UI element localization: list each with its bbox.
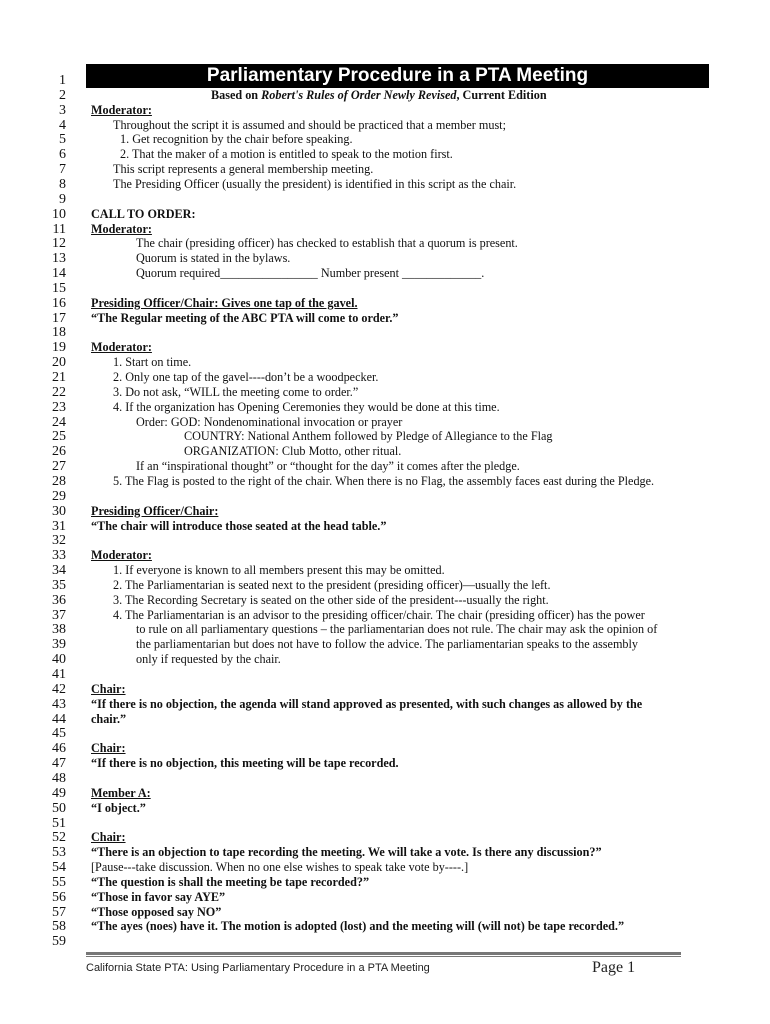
text-line bbox=[0, 296, 770, 311]
line-number: 43 bbox=[52, 696, 66, 712]
text-line bbox=[0, 830, 770, 845]
line-number: 30 bbox=[52, 503, 66, 519]
line-number: 40 bbox=[52, 652, 66, 668]
line-text: 2. Only one tap of the gavel----don’t be a woodpecker. bbox=[113, 370, 379, 384]
text-line bbox=[0, 266, 770, 281]
line-text: 2. That the maker of a motion is entitled to speak to the motion first. bbox=[120, 147, 453, 162]
line-text: If an “inspirational thought” or “thought for the day” it comes after the pledge. bbox=[136, 459, 520, 474]
line-number: 49 bbox=[52, 785, 66, 801]
line-number: 37 bbox=[52, 607, 66, 623]
line-number: 21 bbox=[52, 370, 66, 385]
text-line bbox=[0, 548, 770, 563]
text-line bbox=[0, 905, 770, 920]
line-number: 39 bbox=[52, 637, 66, 653]
line-text: “The Regular meeting of the ABC PTA will come to order.” bbox=[91, 310, 399, 325]
text-line bbox=[0, 563, 770, 578]
line-number: 31 bbox=[52, 518, 66, 534]
line-number: 57 bbox=[52, 904, 66, 920]
line-number: 53 bbox=[52, 845, 66, 861]
section-heading: Member A: bbox=[91, 785, 151, 800]
footer-text: California State PTA: Using Parliamentary Procedure in a PTA Meeting bbox=[86, 962, 430, 974]
line-text: COUNTRY: National Anthem followed by Pledge of Allegiance to the Flag bbox=[184, 429, 553, 444]
section-heading: Moderator: bbox=[91, 548, 152, 563]
text-line bbox=[0, 385, 770, 400]
line-number: 9 bbox=[59, 191, 66, 207]
line-text: 1. If everyone is known to all members present this may be omitted. bbox=[113, 563, 445, 578]
text-line bbox=[0, 786, 770, 801]
line-number: 19 bbox=[52, 340, 66, 356]
line-text: CALL TO ORDER: bbox=[91, 206, 196, 221]
text-line bbox=[0, 771, 770, 786]
text-line bbox=[0, 741, 770, 756]
text-line bbox=[0, 429, 770, 444]
text-line bbox=[0, 281, 770, 296]
line-number: 5 bbox=[59, 132, 66, 148]
text-line bbox=[0, 103, 770, 118]
text-line bbox=[0, 355, 770, 370]
text-line bbox=[0, 459, 770, 474]
line-number: 15 bbox=[52, 280, 66, 296]
line-number: 34 bbox=[52, 563, 66, 579]
line-text: [Pause---take discussion. When no one else wishes to speak take vote by----.] bbox=[91, 860, 469, 875]
line-number: 1 bbox=[59, 73, 66, 88]
line-text: 3. The Recording Secretary is seated on the other side of the president---usually the right. bbox=[113, 592, 549, 607]
line-number: 29 bbox=[52, 488, 66, 504]
text-line bbox=[0, 489, 770, 504]
line-number: 8 bbox=[59, 176, 66, 192]
line-number: 25 bbox=[52, 429, 66, 445]
line-text: the parliamentarian but does not have to follow the advice. The parliamentarian speaks to the assembly bbox=[136, 637, 639, 652]
text-line bbox=[0, 444, 770, 459]
subtitle-part: Robert's Rules of Order Newly Revised bbox=[261, 87, 457, 102]
line-text: Quorum is stated in the bylaws. bbox=[136, 251, 291, 266]
line-number: 42 bbox=[52, 681, 66, 697]
line-number: 41 bbox=[52, 667, 66, 682]
line-number: 32 bbox=[52, 533, 66, 549]
line-number: 11 bbox=[52, 221, 66, 237]
text-line bbox=[0, 919, 770, 934]
line-text: 5. The Flag is posted to the right of the chair. When there is no Flag, the assembly faces east during the Pledge. bbox=[113, 473, 655, 488]
line-text: 3. Do not ask, “WILL the meeting come to order.” bbox=[113, 384, 359, 399]
line-text: 1. Start on time. bbox=[113, 355, 192, 370]
text-line bbox=[0, 118, 770, 133]
line-text: only if requested by the chair. bbox=[136, 652, 281, 667]
line-number: 38 bbox=[52, 622, 66, 638]
line-text: The chair (presiding officer) has checked to establish that a quorum is present. bbox=[136, 236, 518, 251]
line-number: 10 bbox=[52, 206, 66, 222]
text-line bbox=[0, 147, 770, 162]
line-text: The Presiding Officer (usually the president) is identified in this script as the chair. bbox=[113, 176, 517, 191]
line-text: “The ayes (noes) have it. The motion is adopted (lost) and the meeting will (will not) be tape recorded.” bbox=[91, 919, 625, 934]
line-number: 59 bbox=[52, 934, 66, 950]
text-line bbox=[0, 88, 770, 103]
line-number: 45 bbox=[52, 726, 66, 742]
line-text: 4. If the organization has Opening Ceremonies they would be done at this time. bbox=[113, 399, 500, 414]
line-number: 52 bbox=[52, 830, 66, 846]
section-heading: Moderator: bbox=[91, 340, 152, 355]
text-line bbox=[0, 875, 770, 890]
line-number: 46 bbox=[52, 741, 66, 757]
line-number: 23 bbox=[52, 399, 66, 415]
text-line bbox=[0, 845, 770, 860]
text-line bbox=[0, 667, 770, 682]
section-heading: Chair: bbox=[91, 830, 126, 845]
line-text: Throughout the script it is assumed and should be practiced that a member must; bbox=[113, 117, 506, 132]
line-number: 33 bbox=[52, 548, 66, 564]
line-number: 4 bbox=[59, 117, 66, 133]
text-line bbox=[0, 637, 770, 652]
line-number: 44 bbox=[52, 711, 66, 727]
line-text: “I object.” bbox=[91, 800, 146, 815]
line-text: “There is an objection to tape recording the meeting. We will take a vote. Is there any discussion?” bbox=[91, 845, 602, 860]
section-heading: Chair: bbox=[91, 681, 126, 696]
text-line bbox=[0, 236, 770, 251]
footer-rule bbox=[86, 952, 681, 955]
text-line bbox=[0, 73, 770, 88]
text-line bbox=[0, 652, 770, 667]
text-line bbox=[0, 608, 770, 623]
text-line bbox=[0, 593, 770, 608]
text-line bbox=[0, 415, 770, 430]
text-line bbox=[0, 622, 770, 637]
text-line bbox=[0, 533, 770, 548]
line-text: “If there is no objection, the agenda will stand approved as presented, with such changes as allowed by the bbox=[91, 696, 643, 711]
line-text: This script represents a general membership meeting. bbox=[113, 162, 374, 177]
line-number: 35 bbox=[52, 577, 66, 593]
line-number: 26 bbox=[52, 444, 66, 460]
document-title: Parliamentary Procedure in a PTA Meeting bbox=[86, 64, 709, 88]
text-line bbox=[0, 222, 770, 237]
line-number: 13 bbox=[52, 251, 66, 267]
line-text: 1. Get recognition by the chair before speaking. bbox=[120, 132, 353, 147]
text-line bbox=[0, 756, 770, 771]
text-line bbox=[0, 682, 770, 697]
line-number: 17 bbox=[52, 310, 66, 326]
line-text: “Those in favor say AYE” bbox=[91, 889, 226, 904]
line-text: “The chair will introduce those seated at the head table.” bbox=[91, 518, 387, 533]
line-number: 3 bbox=[59, 102, 66, 118]
line-text: Order: GOD: Nondenominational invocation or prayer bbox=[136, 414, 403, 429]
section-heading: Presiding Officer/Chair: bbox=[91, 503, 219, 518]
text-line bbox=[0, 325, 770, 340]
section-heading: Moderator: bbox=[91, 102, 152, 117]
text-line bbox=[0, 697, 770, 712]
text-line bbox=[0, 890, 770, 905]
text-line bbox=[0, 726, 770, 741]
line-number: 6 bbox=[59, 147, 66, 163]
line-number: 2 bbox=[59, 87, 66, 103]
text-line bbox=[0, 519, 770, 534]
text-line bbox=[0, 311, 770, 326]
line-number: 48 bbox=[52, 770, 66, 786]
section-heading: Moderator: bbox=[91, 221, 152, 236]
line-number: 47 bbox=[52, 756, 66, 772]
subtitle-part: Based on bbox=[211, 87, 262, 102]
text-line bbox=[0, 816, 770, 831]
text-line bbox=[0, 934, 770, 949]
text-line bbox=[0, 712, 770, 727]
section-heading: Presiding Officer/Chair: Gives one tap of the gavel. bbox=[91, 295, 358, 310]
line-number: 36 bbox=[52, 592, 66, 608]
section-heading: Chair: bbox=[91, 741, 126, 756]
text-line bbox=[0, 192, 770, 207]
text-line bbox=[0, 162, 770, 177]
line-text: “Those opposed say NO” bbox=[91, 904, 222, 919]
text-line bbox=[0, 578, 770, 593]
line-text: “The question is shall the meeting be tape recorded?” bbox=[91, 874, 370, 889]
line-number: 14 bbox=[52, 266, 66, 282]
line-number: 55 bbox=[52, 874, 66, 890]
line-text: ORGANIZATION: Club Motto, other ritual. bbox=[184, 444, 402, 459]
text-line bbox=[0, 207, 770, 222]
line-text: Quorum required________________ Number present _____________. bbox=[136, 266, 485, 281]
line-number: 50 bbox=[52, 800, 66, 816]
text-line bbox=[0, 177, 770, 192]
line-number: 56 bbox=[52, 889, 66, 905]
text-line bbox=[0, 860, 770, 875]
line-number: 12 bbox=[52, 236, 66, 252]
line-number: 24 bbox=[52, 414, 66, 430]
text-line bbox=[0, 801, 770, 816]
line-number: 58 bbox=[52, 919, 66, 935]
line-number: 16 bbox=[52, 295, 66, 311]
line-text: chair.” bbox=[91, 711, 127, 726]
footer-rule-thin bbox=[86, 956, 681, 957]
line-number: 18 bbox=[52, 325, 66, 341]
text-line bbox=[0, 474, 770, 489]
line-number: 51 bbox=[52, 815, 66, 831]
line-number: 7 bbox=[59, 162, 66, 178]
text-line bbox=[0, 251, 770, 266]
line-text: 2. The Parliamentarian is seated next to the president (presiding officer)—usually the left. bbox=[113, 577, 551, 592]
line-number: 28 bbox=[52, 473, 66, 489]
line-text: to rule on all parliamentary questions – the parliamentarian does not rule. The chair may ask the opinion of bbox=[136, 622, 658, 637]
line-number: 54 bbox=[52, 860, 66, 876]
text-line bbox=[0, 132, 770, 147]
text-line bbox=[0, 340, 770, 355]
text-line bbox=[0, 370, 770, 385]
line-number: 20 bbox=[52, 355, 66, 371]
line-text: “If there is no objection, this meeting will be tape recorded. bbox=[91, 756, 399, 771]
text-line bbox=[0, 504, 770, 519]
text-line bbox=[0, 400, 770, 415]
subtitle-part: , Current Edition bbox=[456, 87, 547, 102]
line-text: 4. The Parliamentarian is an advisor to the presiding officer/chair. The chair (presiding officer) has the power bbox=[113, 607, 645, 622]
line-number: 27 bbox=[52, 459, 66, 475]
document-subtitle bbox=[211, 88, 547, 103]
page-number: Page 1 bbox=[592, 959, 636, 976]
line-number: 22 bbox=[52, 384, 66, 400]
